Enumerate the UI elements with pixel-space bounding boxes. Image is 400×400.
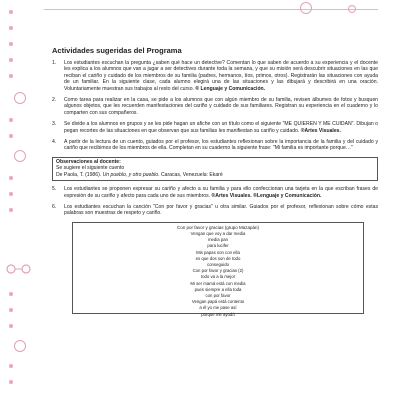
border-dot [9, 58, 13, 62]
activity-item [52, 60, 378, 92]
glasses-icon [4, 264, 34, 274]
border-dot [9, 192, 13, 196]
activity-item [52, 121, 378, 134]
page-title: Actividades sugeridas del Programa [52, 46, 182, 55]
song-line: es que dos son de todo [195, 255, 241, 261]
border-dot [9, 308, 13, 312]
subject-tag: ® Lenguaje y Comunicación. [195, 85, 266, 92]
song-line: para lucifer [207, 243, 229, 249]
border-dot [9, 364, 13, 368]
border-dot [9, 74, 13, 78]
border-dot [9, 10, 13, 14]
flower-icon [14, 92, 26, 104]
item-text [64, 121, 378, 134]
song-line: media pan [207, 237, 229, 243]
item-number: 3. [52, 121, 57, 128]
item-number: 2. [52, 97, 57, 104]
activity-item [52, 97, 378, 116]
song-line: con por favor [205, 292, 231, 298]
item-text-body: Se divide a los alumnos en grupos y se les pide hagan un afiche con un título como el siguiente "ME QUIEREN Y ME CUIDAN". Dibujan o pegan recortes de las situaciones en que observan que sus familias les manifiestan su cariño y cuidado. [64, 121, 378, 134]
item-number: 5. [52, 186, 57, 193]
border-dot [9, 292, 13, 296]
flower-icon [348, 5, 356, 13]
song-line: Mi ser mamá está con media [190, 280, 246, 286]
item-number: 4. [52, 139, 57, 146]
activity-item [52, 186, 378, 199]
subject-tag: ®Artes Visuales. ®Lenguaje y Comunicación. [211, 192, 322, 199]
song-line: a él yo me pase así [199, 305, 237, 311]
subject-tag: ®Artes Visuales. [300, 127, 341, 134]
song-lyrics-box [72, 222, 364, 317]
song-line: conseguido [207, 261, 229, 267]
border-dot [9, 324, 13, 328]
border-dot [9, 380, 13, 384]
teacher-notes-box [52, 157, 378, 181]
item-text: Como tarea para realizar en la casa, se pide a los alumnos que con algún miembro de su familia, revisen álbumes de fotos y busquen algunos objetos, que les recuerden manifestaciones del cariño y cuidado de sus familiares. Registran su experiencia en el cuaderno y lo comparten con sus compañeros. [64, 97, 378, 116]
song-line: Con por favor y gracias (2) [192, 268, 244, 274]
border-dot [9, 42, 13, 46]
item-text [64, 186, 378, 199]
item-text: A partir de la lectura de un cuento, guiados por el profesor, los estudiantes reflexionan sobre la importancia de la familia y del cuidado y cariño que recibimos de los miembros de ella. Completan en su cuaderno la siguiente frase: "Mi familia es importante porque…" [64, 139, 378, 152]
song-line: Vengan que voy a dar media [190, 230, 246, 236]
border-dot [9, 176, 13, 180]
flower-icon [14, 340, 26, 352]
reference-book-title: Un pueblo, y otro pueblo [102, 171, 159, 178]
song-title: Con por favor y gracias (grupo Mazapán) [176, 224, 260, 230]
border-dot [9, 208, 13, 212]
flower-icon [300, 2, 312, 14]
notes-title: Observaciones al docente: [56, 158, 121, 165]
border-dot [9, 134, 13, 138]
item-text: Los estudiantes escuchan la canción "Con por favor y gracias" u otra similar. Guiados por el profesor, reflexionan sobre cómo estas palabras son muestras de respeto y cariño. [64, 203, 378, 217]
top-border-line [44, 9, 378, 10]
song-line: porque me ayudó [201, 311, 235, 317]
item-number: 1. [52, 60, 57, 66]
item-text-body: Los estudiantes escuchan la pregunta ¿saben qué hace un detective? Comentan lo que saben de acuerdo a su experiencia y el docente les explica a los alumnos que van a jugar a ser detectives durante toda la semana, y que su misión será descubrir situaciones en las que reciban el cariño y cuidado de los miembros de su familia (padres, hermanos, tíos, primos, otros). Registrarán las situaciones con ayuda de un familiar. En la siguiente clase, cada alumno elegirá una de las situaciones y las dibujará y describirá en una oración. Voluntariamente muestran sus trabajos al resto del curso. [64, 60, 378, 92]
document-body [52, 46, 378, 317]
item-text-body: Los estudiantes se proponen expresar su cariño y afecto a su familia y para ello confeccionan una tarjeta en la que escriban frases de expresión de su cariño y afecto para cada uno de sus miembros. [64, 186, 378, 199]
song-line: Mis papas son con ella [196, 249, 240, 255]
song-line: pues siempre a ella toda [194, 286, 242, 292]
song-line: todo va a la mejor [200, 274, 236, 280]
reference-publisher: . Caracas, Venezuela: Ekaré [158, 171, 223, 178]
reference-author: De Paola, T. (1986). [56, 171, 103, 178]
notes-line: Se sugiere el siguiente cuento [56, 165, 125, 172]
border-dot [9, 118, 13, 122]
activity-item [52, 139, 378, 152]
left-decorative-border [0, 0, 40, 400]
flower-icon [14, 150, 26, 162]
border-dot [9, 26, 13, 30]
item-number: 6. [52, 203, 57, 210]
activity-item [52, 204, 378, 217]
item-text [64, 60, 378, 92]
song-line: Vengan papá está contento [191, 299, 245, 305]
notes-reference [56, 172, 374, 178]
